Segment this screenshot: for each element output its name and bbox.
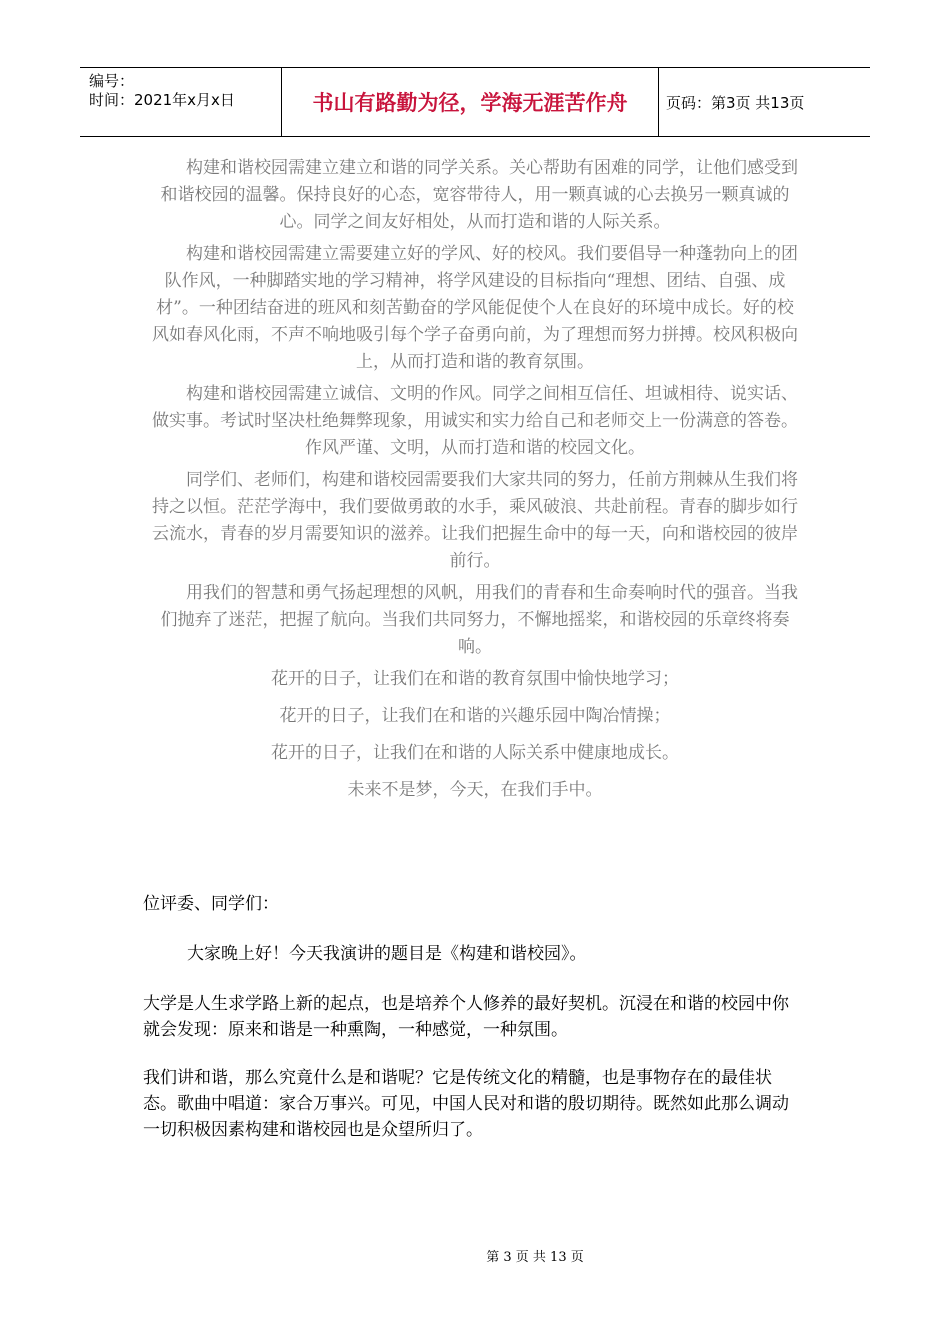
header-motto: 书山有路勤为径，学海无涯苦作舟 bbox=[312, 91, 628, 115]
speech-greeting: 大家晚上好！今天我演讲的题目是《构建和谐校园》。 bbox=[187, 944, 587, 964]
footer-page-number: 第 3 页 共 13 页 bbox=[486, 1250, 584, 1265]
poem-line: 花开的日子，让我们在和谐的人际关系中健康地成长。 bbox=[271, 743, 679, 763]
body-paragraph: 用我们的智慧和勇气扬起理想的风帆，用我们的青春和生命奏响时代的强音。当我们抛弃了迷茫，把握了航向。当我们共同努力，不懈地摇桨，和谐校园的乐章终将奏响。 bbox=[160, 583, 798, 657]
speech-salutation: 位评委、同学们： bbox=[143, 894, 279, 914]
header-page-cell bbox=[658, 68, 870, 136]
body-paragraph: 构建和谐校园需建立诚信、文明的作风。同学之间相互信任、坦诚相待、说实话、做实事。考试时坚决杜绝舞弊现象，用诚实和实力给自己和老师交上一份满意的答卷。作风严谨、文明，从而打造和谐的校园文化。 bbox=[152, 384, 798, 458]
speech-paragraph: 大学是人生求学路上新的起点，也是培养个人修养的最好契机。沉浸在和谐的校园中你就会发现：原来和谐是一种熏陶，一种感觉，一种氛围。 bbox=[143, 994, 789, 1040]
poem-line: 花开的日子，让我们在和谐的教育氛围中愉快地学习； bbox=[271, 669, 679, 689]
faded-body-section bbox=[150, 155, 800, 814]
header-motto-cell bbox=[282, 68, 659, 136]
document-number-label: 编号： bbox=[89, 72, 135, 90]
body-paragraph: 构建和谐校园需建立需要建立好的学风、好的校风。我们要倡导一种蓬勃向上的团队作风，一种脚踏实地的学习精神，将学风建设的目标指向“理想、团结、自强、成材”。一种团结奋进的班风和刻苦勤奋的学风能促使个人在良好的环境中成长。好的校风如春风化雨，不声不响地吸引每个学子奋勇向前，为了理想而努力拼搏。校风积极向上，从而打造和谐的教育氛围。 bbox=[152, 244, 798, 372]
page-header bbox=[80, 67, 870, 137]
speech-paragraph: 我们讲和谐，那么究竟什么是和谐呢？它是传统文化的精髓，也是事物存在的最佳状态。歌曲中唱道：家合万事兴。可见，中国人民对和谐的殷切期待。既然如此那么调动一切积极因素构建和谐校园也是众望所归了。 bbox=[143, 1068, 789, 1140]
body-paragraph: 构建和谐校园需建立建立和谐的同学关系。关心帮助有困难的同学，让他们感受到和谐校园的温馨。保持良好的心态，宽容带待人，用一颗真诚的心去换另一颗真诚的心。同学之间友好相处，从而打造和谐的人际关系。 bbox=[160, 158, 798, 232]
page-footer bbox=[0, 1246, 950, 1265]
speech-section bbox=[143, 891, 803, 1143]
body-paragraph: 同学们、老师们，构建和谐校园需要我们大家共同的努力，任前方荆棘从生我们将持之以恒。茫茫学海中，我们要做勇敢的水手，乘风破浪、共赴前程。青春的脚步如行云流水，青春的岁月需要知识的滋养。让我们把握生命中的每一天，向和谐校园的彼岸前行。 bbox=[152, 470, 798, 571]
document-date: 时间：2021年x月x日 bbox=[89, 91, 235, 109]
header-meta bbox=[80, 68, 282, 136]
poem-line: 花开的日子，让我们在和谐的兴趣乐园中陶冶情操； bbox=[279, 706, 671, 726]
poem-line: 未来不是梦，今天，在我们手中。 bbox=[347, 780, 603, 800]
header-page-number: 页码：第3页 共13页 bbox=[666, 93, 805, 112]
